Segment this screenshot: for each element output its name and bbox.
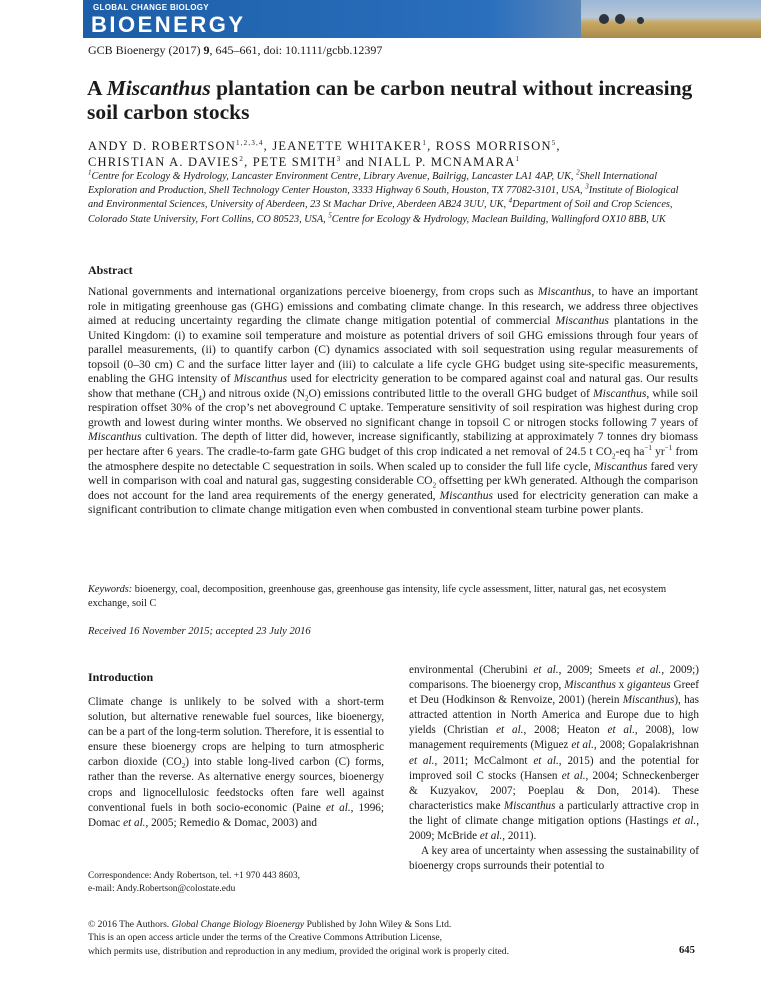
keywords-text: bioenergy, coal, decomposition, greenhouse gas, greenhouse gas intensity, life cycle assessment, litter, natural gas, net ecosystem exchange, soil C — [88, 584, 667, 609]
author-conjunction: and — [345, 155, 364, 169]
received-date: Received 16 November 2015; accepted 23 July 2016 — [88, 626, 311, 637]
author-name: CHRISTIAN A. DAVIES — [88, 155, 240, 169]
correspondence — [88, 870, 384, 896]
title-part: plantation can be carbon neutral without increasing soil carbon stocks — [87, 76, 693, 124]
article-title — [87, 76, 707, 124]
journal-citation — [88, 43, 382, 58]
introduction-heading: Introduction — [88, 670, 154, 684]
affil-number: 2 — [576, 168, 580, 177]
title-part: A — [87, 76, 107, 100]
affil-text: Department of Soil and Crop Sciences, Colorado State University, Fort Collins, CO 80523, USA, — [88, 199, 673, 225]
author-affil-ref: 5 — [551, 138, 557, 147]
author-name: NIALL P. MCNAMARA — [368, 155, 516, 169]
title-part: Miscanthus — [106, 76, 211, 100]
introduction-paragraph: environmental (Cherubini et al., 2009; Smeets et al., 2009;) comparisons. The bioenergy crop, Miscanthus x giganteus Greef et Deu (Hodkinson & Renvoize, 2001) (herein Miscanthus), has attracted attention in North America and Europe due to high yields (Christian et al., 2008; Heaton et al., 2008), low management requirements (Miguez et al., 2008; Gopalakrishnan et al., 2011; McCalmont et al., 2015) and the potential for improved soil C stocks (Hansen et al., 2004; Schneckenberger & Kuzyakov, 2007; Poeplau & Don, 2014). These characteristics make Miscanthus a particularly attractive crop in the light of climate change mitigation options (Hastings et al., 2009; McBride et al., 2011). — [409, 664, 700, 843]
introduction-paragraph: Climate change is unlikely to be solved with a short-term solution, but alternative renewable fuel sources, like bioenergy, can be a part of the long-term solution. Therefore, it is essential to ensure these bioenergy crops are helping to turn atmospheric carbon dioxide $(CO_2)$ into stable long-lived carbon (C) forms, rather than the reverse. As alternative energy sources, bioenergy crops and lignocellulosic feedstocks often fare well against conventional fuels in both socio-economic (Paine et al., 1996; Domac et al., 2005; Remedio & Domac, 2003) and — [88, 696, 384, 829]
keywords — [88, 583, 698, 611]
banner-photo — [581, 0, 761, 38]
affil-number: 3 — [585, 182, 589, 191]
author-name: ROSS MORRISON — [435, 139, 552, 153]
author-name: ANDY D. ROBERTSON — [88, 139, 237, 153]
left-column — [88, 670, 384, 831]
correspondence-email[interactable]: e-mail: Andy.Robertson@colostate.edu — [88, 884, 236, 894]
affil-text: Institute of Biological and Environmental Sciences, University of Aberdeen, 23 St Machar Drive, Aberdeen AB24 3UU, UK, — [88, 185, 679, 211]
author-affil-ref: 3 — [336, 154, 342, 163]
journal-kicker: GLOBAL CHANGE BIOLOGY — [93, 3, 209, 12]
author-affil-ref: 2 — [239, 154, 245, 163]
keywords-label: Keywords: — [88, 584, 133, 595]
right-column — [409, 663, 699, 874]
author-affil-ref: 1 — [515, 154, 521, 163]
bale-icon — [615, 14, 625, 24]
citation-suffix: , 645–661, doi: 10.1111/gcbb.12397 — [209, 43, 383, 57]
citation-prefix: GCB Bioenergy (2017) — [88, 43, 204, 57]
license-line: This is an open access article under the terms of the Creative Commons Attribution License, — [88, 932, 443, 944]
citation-volume: 9 — [203, 43, 210, 57]
author-affil-ref: 1,2,3,4 — [236, 138, 264, 147]
affil-text: Centre for Ecology & Hydrology, Maclean Building, Wallingford OX10 8BB, UK — [331, 213, 666, 225]
affiliations — [88, 170, 688, 227]
affil-text: Centre for Ecology & Hydrology, Lancaster Environment Centre, Library Avenue, Bailrigg, Lancaster LA1 4AP, UK, — [91, 171, 577, 182]
author-name: PETE SMITH — [252, 155, 337, 169]
page-number: 645 — [679, 945, 695, 956]
affil-number: 1 — [88, 168, 92, 177]
abstract-text: National governments and international organizations perceive bioenergy, from crops such as Miscanthus, to have an important role in mitigating greenhouse gas (GHG) emissions and combating climate change. In this research, we address three objectives aimed at reducing uncertainty regarding the climate change mitigation potential of commercial Miscanthus plantations in the United Kingdom: (i) to examine soil temperature and moisture as potential drivers of soil GHG emissions through four years of parallel measurements, (ii) to quantify carbon (C) dynamics associated with soil sequestration using regular measurements of topsoil (0–30 cm) C and the surface litter layer and (iii) to calculate a life cycle GHG budget using site-specific measurements, enabling the GHG intensity of Miscanthus used for electricity generation to be compared against coal and natural gas. Our results show that methane $(CH_4)$ and nitrous oxide $(N_2O)$ emissions contributed little to the overall GHG budget of Miscanthus, while soil respiration offset 30% of the crop’s net aboveground C uptake. Temperature sensitivity of soil respiration was highest during crop growth and lowest during winter months. We observed no significant change in topsoil C or nitrogen stocks following 7 years of Miscanthus cultivation. The depth of litter did, however, increase significantly, stabilizing at approximately 7 tonnes dry biomass per hectare after 6 years. The cradle-to-farm gate GHG budget of this crop indicated a net removal of 24.5 t $CO_2-eq$ $ha^{-1}$ $yr^{-1}$ from the atmosphere despite no detectable C sequestration in soils. When scaled up to consider the full life cycle, Miscanthus fared very well in comparison with coal and natural gas, suggesting considerable $CO_2$ offsetting per kWh generated. Although the comparison does not account for the land area requirements of the energy generated, Miscanthus used for electricity generation can make a significant contribution to climate change mitigation even when combusted in conventional steam turbine power plants. — [88, 285, 699, 517]
author-name: JEANETTE WHITAKER — [272, 139, 423, 153]
affil-text: Shell International Exploration and Production, Shell Technology Center Houston, 3333 Highway 6 South, Houston, TX 77082-3101, USA, — [88, 171, 658, 197]
introduction-paragraph: A key area of uncertainty when assessing the sustainability of bioenergy crops surrounds their potential to — [409, 845, 699, 873]
author-list: ANDY D. ROBERTSON$^{1,2,3,4}$, JEANETTE WHITAKER$^1$, ROSS MORRISON$^5$, CHRISTIAN A. DAVIES$^2$, PETE SMITH$^3$ and NIALL P. MCNAMARA$^1$ — [88, 138, 561, 169]
journal-banner — [83, 0, 761, 38]
affil-number: 4 — [508, 196, 513, 205]
abstract-heading: Abstract — [88, 263, 133, 277]
bale-icon — [599, 14, 609, 24]
bale-icon — [637, 17, 644, 24]
license-footer — [88, 918, 698, 958]
license-line: which permits use, distribution and reproduction in any medium, provided the original work is properly cited. — [88, 945, 509, 957]
journal-logo: BIOENERGY — [91, 12, 246, 37]
copyright-line: © 2016 The Authors. Global Change Biology Bioenergy Published by John Wiley & Sons Ltd. — [88, 919, 452, 930]
correspondence-line: Correspondence: Andy Robertson, tel. +1 970 443 8603, — [88, 871, 301, 881]
author-affil-ref: 1 — [422, 138, 428, 147]
affil-number: 5 — [328, 211, 332, 220]
